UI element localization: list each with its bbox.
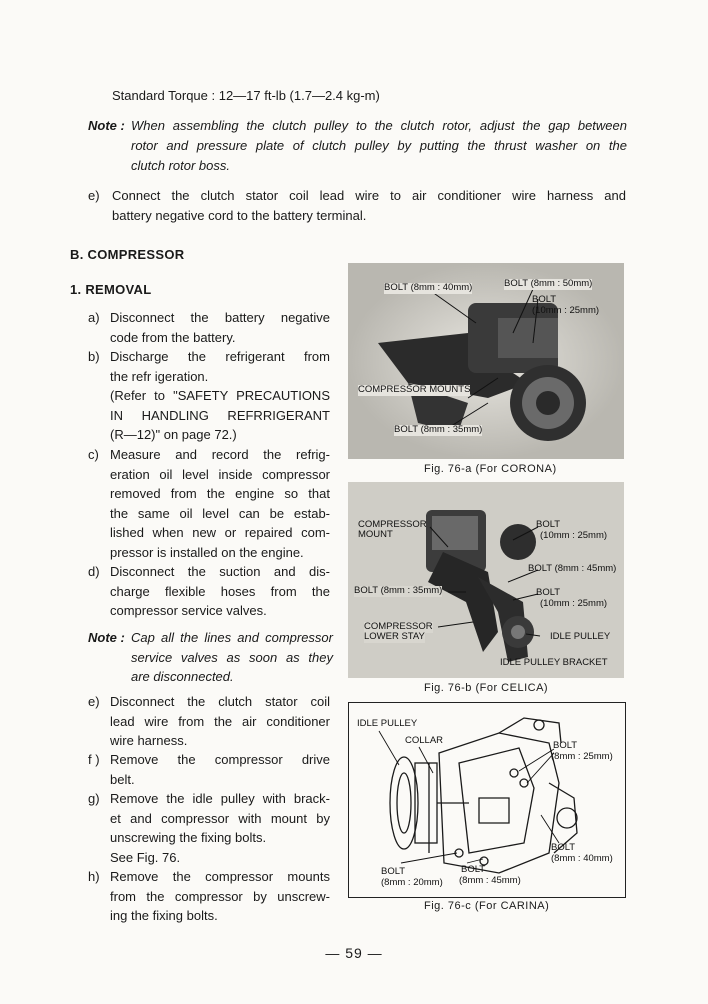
step-line: Disconnect the clutch stator coil	[110, 694, 330, 709]
label-idle-pulley: IDLE PULLEY	[550, 631, 611, 642]
step-label: a)	[88, 310, 100, 325]
label-bolt-25-b: (8mm : 25mm)	[551, 751, 613, 762]
step-line: lead wire from the air conditioner	[110, 713, 330, 729]
label-bolt-40-a: BOLT	[551, 842, 576, 853]
compressor-illustration-b	[348, 482, 624, 678]
label-bolt-20-a: BOLT	[381, 866, 406, 877]
step-line: Remove the idle pulley with brack-	[110, 791, 330, 806]
label-bolt-25-a: BOLT	[536, 519, 561, 530]
note2-line: Cap all the lines and compressor	[131, 630, 333, 645]
figure-76b-photo	[348, 482, 624, 678]
step-line: from the compressor by unscrew-	[110, 888, 330, 904]
step-line: Discharge the refrigerant from	[110, 349, 330, 364]
step-line: IN HANDLING REFRRIGERANT	[110, 407, 330, 423]
step-line: (R—12)" on page 72.)	[110, 427, 237, 442]
step-line: Remove the compressor drive	[110, 752, 330, 767]
note-line: clutch rotor boss.	[131, 157, 230, 173]
figure-76c-frame	[348, 702, 626, 898]
label-lower-stay-a: COMPRESSOR	[364, 621, 433, 632]
section-heading	[70, 245, 184, 265]
note2-line: service valves as soon as they	[131, 649, 333, 665]
label-compressor-mount-b: MOUNT	[358, 529, 393, 540]
intro-item-e-label	[88, 186, 100, 206]
label-bolt-25-a: BOLT	[532, 294, 557, 305]
note2-label-text: Note :	[88, 630, 125, 645]
figure-76a-caption: Fig. 76-a (For CORONA)	[424, 463, 557, 475]
step-label: g)	[88, 791, 100, 806]
intro-item-e-body	[112, 186, 626, 225]
subsection-heading-text: 1. REMOVAL	[70, 282, 152, 297]
label-bolt-45: BOLT (8mm : 45mm)	[528, 563, 617, 574]
standard-torque	[112, 86, 380, 106]
figure-76c-caption: Fig. 76-c (For CARINA)	[424, 900, 550, 912]
step-line: removed from the engine so that	[110, 486, 330, 501]
step-line: lished when new or repaired com-	[110, 525, 330, 540]
note2-line: are disconnected.	[131, 669, 234, 684]
step-line: compressor service valves.	[110, 603, 267, 618]
label-bolt-40: BOLT (8mm : 40mm)	[384, 282, 473, 293]
step-line: ing the fixing bolts.	[110, 908, 218, 923]
step-line: code from the battery.	[110, 329, 236, 345]
label-bolt-40-b: (8mm : 40mm)	[551, 853, 613, 864]
step-line: charge flexible hoses from the	[110, 583, 330, 599]
step-line: Remove the compressor mounts	[110, 869, 330, 884]
step-line: Disconnect the suction and dis-	[110, 564, 330, 579]
label-bolt-2-b: (10mm : 25mm)	[540, 598, 608, 609]
step-label: f )	[88, 752, 100, 767]
step-line: Measure and record the refrig-	[110, 447, 330, 462]
note-line: When assembling the clutch pulley to the clutch rotor, adjust the gap between	[131, 118, 627, 133]
section-heading-text: B. COMPRESSOR	[70, 247, 185, 262]
note2-body	[131, 628, 333, 687]
step-label: d)	[88, 564, 100, 579]
figure-76a-photo	[348, 263, 624, 459]
step-label: b)	[88, 349, 100, 364]
item-line: Connect the clutch stator coil lead wire to air conditioner wire harness and	[112, 188, 626, 203]
note-body-cont	[131, 136, 627, 175]
note-body	[131, 116, 627, 136]
step-label: h)	[88, 869, 100, 884]
label-collar: COLLAR	[405, 735, 444, 746]
label-bolt-50: BOLT (8mm : 50mm)	[504, 278, 593, 289]
step-line: the refr igeration.	[110, 368, 209, 384]
step-line: eration oil level inside compressor	[110, 466, 330, 482]
note-line: rotor and pressure plate of clutch pulley by putting the thrust washer on the	[131, 138, 627, 153]
page-number: — 59 —	[325, 945, 383, 961]
label-idle-pulley: IDLE PULLEY	[357, 718, 418, 729]
step-line: pressor is installed on the engine.	[110, 544, 304, 560]
label-bolt-35: BOLT (8mm : 35mm)	[354, 585, 443, 596]
label-bolt-2-a: BOLT	[536, 587, 561, 598]
label-lower-stay-b: LOWER STAY	[364, 631, 425, 642]
label-compressor-mount-a: COMPRESSOR	[358, 519, 427, 530]
figure-76b-caption: Fig. 76-b (For CELICA)	[424, 682, 549, 694]
label-bolt-35: BOLT (8mm : 35mm)	[394, 424, 483, 435]
step-line: the same oil level can be estab-	[110, 505, 330, 521]
label-bolt-25-b: (10mm : 25mm)	[532, 305, 600, 316]
torque-text: Standard Torque : 12—17 ft-lb (1.7—2.4 kg-m)	[112, 88, 380, 103]
step-line: et and compressor with mount by	[110, 810, 330, 826]
subsection-heading	[70, 280, 152, 300]
note-label	[88, 116, 125, 136]
step-label: c)	[88, 447, 99, 462]
step-line: belt.	[110, 771, 135, 787]
label-idle-pulley-bracket: IDLE PULLEY BRACKET	[500, 657, 608, 668]
item-line: battery negative cord to the battery terminal.	[112, 207, 367, 223]
note2-label	[88, 628, 125, 648]
label-bolt-25-a: BOLT	[553, 740, 578, 751]
label-compressor-mounts: COMPRESSOR MOUNTS	[358, 384, 471, 395]
step-line: wire harness.	[110, 733, 188, 748]
step-line: (Refer to "SAFETY PRECAUTIONS	[110, 388, 330, 403]
step-line: unscrewing the fixing bolts.	[110, 830, 267, 845]
label-bolt-25-b: (10mm : 25mm)	[540, 530, 608, 541]
step-label: e)	[88, 694, 100, 709]
item-label: e)	[88, 188, 100, 203]
note-label-text: Note :	[88, 118, 125, 133]
step-line: Disconnect the battery negative	[110, 310, 330, 325]
label-bolt-20-b: (8mm : 20mm)	[381, 877, 443, 888]
label-bolt-45-b: (8mm : 45mm)	[459, 875, 521, 886]
label-bolt-45-a: BOLT	[461, 864, 486, 875]
step-line: See Fig. 76.	[110, 849, 181, 865]
